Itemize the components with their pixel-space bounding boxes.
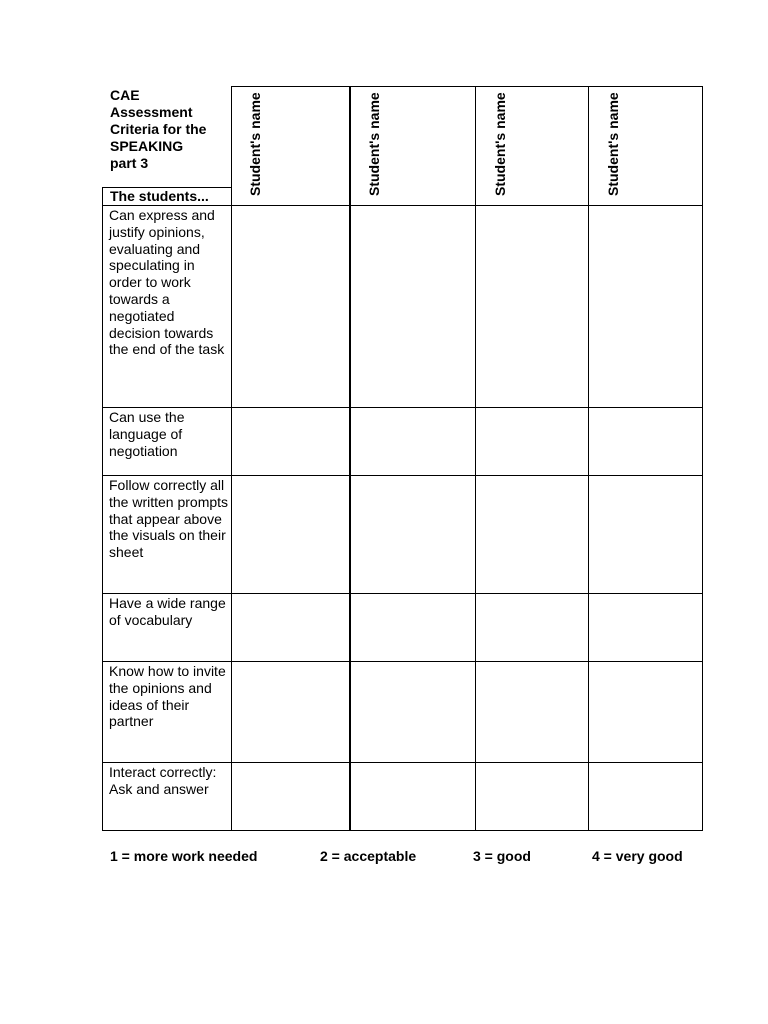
grid-line [102,762,703,763]
title-line: Criteria for the [110,121,207,137]
grid-line [102,407,703,408]
grid-line [102,475,703,476]
grid-line [102,830,703,831]
legend-item: 3 = good [473,848,531,864]
grid-line [102,661,703,662]
grid-line [102,187,103,831]
grid-line [702,86,703,831]
grid-line [102,205,703,206]
grid-line [588,86,589,831]
grid-line [231,86,703,87]
legend-item: 2 = acceptable [320,848,417,864]
row-header: The students... [110,188,209,204]
criterion-cell: Have a wide range of vocabulary [109,595,226,628]
legend-item: 4 = very good [592,848,683,864]
grid-line [349,86,351,831]
column-header-label: Student's name [247,92,263,196]
criterion-cell: Know how to invite the opinions and ideas of their partner [109,663,226,730]
legend-item: 1 = more work needed [110,848,258,864]
title-line: SPEAKING [110,138,184,154]
column-header-label: Student's name [605,92,621,196]
column-header-label: Student's name [492,92,508,196]
title-line: CAE [110,87,140,103]
criterion-cell: Can express and justify opinions, evaluating and speculating in order to work towards a negotiated decision towards the end of the task [109,207,225,358]
column-header-label: Student's name [366,92,382,196]
title-line: Assessment [110,104,193,120]
grid-line [102,593,703,594]
criterion-cell: Can use the language of negotiation [109,409,185,459]
grid-line [231,86,232,831]
grid-line [475,86,476,831]
criterion-cell: Interact correctly: Ask and answer [109,764,217,797]
sheet-title [110,87,235,172]
criterion-cell: Follow correctly all the written prompts that appear above the visuals on their sheet [109,477,229,561]
title-line: part 3 [110,155,149,171]
